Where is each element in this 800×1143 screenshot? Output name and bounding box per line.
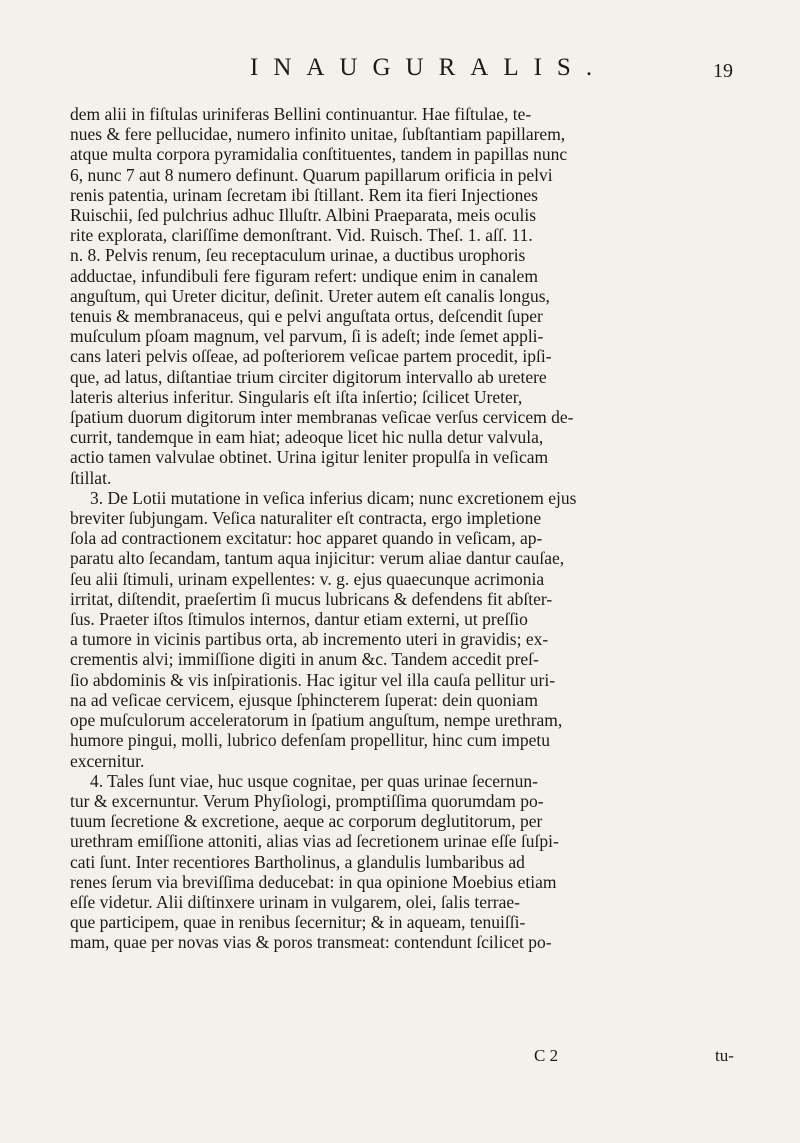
text-line: urethram emiſſione attoniti, alias vias ad ſecretionem urinae eſſe ſuſpi-	[70, 831, 559, 852]
text-line: irritat, diſtendit, praeſertim ſi mucus lubricans & defendens fit abſter-	[70, 588, 553, 609]
text-line: cans lateri pelvis oſſeae, ad poſteriorem veſicae partem procedit, ipſi-	[70, 346, 552, 367]
page-number: 19	[713, 60, 733, 82]
text-line: rite explorata, clariſſime demonſtrant. Vid. Ruisch. Theſ. 1. aſſ. 11.	[70, 225, 533, 246]
text-line: ſus. Praeter iſtos ſtimulos internos, dantur etiam externi, ut preſſio	[70, 609, 528, 630]
text-line: renis patentia, urinam ſecretam ibi ſtillant. Rem ita fieri Injectiones	[70, 184, 538, 205]
text-line: Ruischii, ſed pulchrius adhuc Illuſtr. Albini Praeparata, meis oculis	[70, 205, 537, 226]
running-title: INAUGURALIS.	[250, 54, 608, 81]
text-line: ſtillat.	[70, 467, 112, 488]
text-line: renes ſerum via breviſſima deducebat: in qua opinione Moebius etiam	[70, 871, 557, 892]
text-line: dem alii in fiſtulas uriniferas Bellini continuantur. Hae fiſtulae, te-	[70, 104, 532, 124]
text-line: actio tamen valvulae obtinet. Urina igitur leniter propulſa in veſicam	[70, 447, 549, 468]
text-line: ſpatium duorum digitorum inter membranas veſicae verſus cervicem de-	[70, 407, 574, 428]
text-line: adductae, infundibuli fere figuram refert: undique enim in canalem	[70, 265, 538, 286]
body-text	[70, 104, 755, 953]
text-line: a tumore in vicinis partibus orta, ab incremento uteri in gravidis; ex-	[70, 629, 549, 650]
text-line: tenuis & membranaceus, qui e pelvi anguſtata ortus, deſcendit ſuper	[70, 306, 543, 327]
text-line: ope muſculorum acceleratorum in ſpatium anguſtum, nempe urethram,	[70, 710, 563, 731]
text-line: eſſe videtur. Alii diſtinxere urinam in vulgarem, olei, ſalis terrae-	[70, 891, 521, 912]
text-line: ſeu alii ſtimuli, urinam expellentes: v. g. ejus quaecunque acrimonia	[70, 568, 545, 589]
text-line: humore pingui, molli, lubrico defenſam propellitur, hinc cum impetu	[70, 730, 550, 751]
paragraph-2-continued	[70, 104, 755, 488]
text-line: lateris alterius inferitur. Singularis eſt iſta inſertio; ſcilicet Ureter,	[70, 386, 523, 407]
text-line: tur & excernuntur. Verum Phyſiologi, promptiſſima quorumdam po-	[70, 790, 544, 811]
text-line: 3. De Lotii mutatione in veſica inferius dicam; nunc excretionem ejus	[90, 487, 577, 508]
page-footer	[0, 1046, 800, 1070]
signature-mark: C 2	[534, 1046, 559, 1065]
catchword: tu-	[715, 1046, 734, 1065]
text-line: ſola ad contractionem excitatur: hoc apparet quando in veſicam, ap-	[70, 528, 543, 549]
text-line: ſio abdominis & vis inſpirationis. Hac igitur vel illa cauſa pellitur uri-	[70, 669, 556, 690]
text-line: paratu alto ſecandam, tantum aqua injicitur: verum aliae dantur cauſae,	[70, 548, 565, 569]
text-line: muſculum pſoam magnum, vel parvum, ſi is adeſt; inde ſemet appli-	[70, 326, 544, 347]
text-line: excernitur.	[70, 750, 145, 771]
paragraph-4	[70, 771, 755, 953]
text-line: crementis alvi; immiſſione digiti in anum &c. Tandem accedit preſ-	[70, 649, 539, 670]
text-line: currit, tandemque in eam hiat; adeoque licet hic nulla detur valvula,	[70, 427, 544, 448]
paragraph-3	[70, 488, 755, 771]
text-line: que, ad latus, diſtantiae trium circiter digitorum intervallo ab uretere	[70, 366, 547, 387]
text-line: mam, quae per novas vias & poros transmeat: contendunt ſcilicet po-	[70, 932, 552, 953]
text-line: cati ſunt. Inter recentiores Bartholinus, a glandulis lumbaribus ad	[70, 851, 525, 872]
text-line: na ad veſicae cervicem, ejusque ſphincterem ſuperat: dein quoniam	[70, 689, 538, 710]
text-line: nues & fere pellucidae, numero infinito unitae, ſubſtantiam papillarem,	[70, 124, 566, 145]
text-line: anguſtum, qui Ureter dicitur, deſinit. Ureter autem eſt canalis longus,	[70, 285, 550, 306]
page-header	[0, 54, 800, 94]
text-line: breviter ſubjungam. Veſica naturaliter eſt contracta, ergo impletione	[70, 508, 542, 529]
text-line: tuum ſecretione & excretione, aeque ac corporum deglutitorum, per	[70, 811, 543, 832]
text-line: 4. Tales ſunt viae, huc usque cognitae, per quas urinae ſecernun-	[90, 770, 538, 791]
text-line: que participem, quae in renibus ſecernitur; & in aqueam, tenuiſſi-	[70, 912, 526, 933]
text-line: 6, nunc 7 aut 8 numero definunt. Quarum papillarum orificia in pelvi	[70, 164, 553, 185]
text-line: n. 8. Pelvis renum, ſeu receptaculum urinae, a ductibus urophoris	[70, 245, 526, 266]
text-line: atque multa corpora pyramidalia conſtituentes, tandem in papillas nunc	[70, 144, 568, 165]
